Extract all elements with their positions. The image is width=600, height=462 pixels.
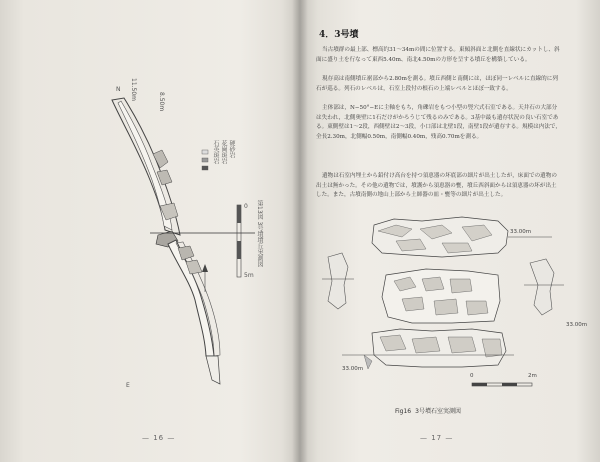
elevation-label-bottom: 33.00m	[342, 366, 364, 372]
plan-scale-end: 2m	[528, 373, 537, 379]
chamber-elevation-bottom	[342, 329, 514, 369]
body-paragraph: 遺物は石室内埋土から鉛付け高台を持つ須恵器の坏底部の細片が出土したが，床面での遺物の出土は無かった。その他の遺物では，墳護から須恵器の甕，墳丘西斜面からは須恵器の坏が出土した。また，古墳南側の地山上部から土師器の皿・甕等の細片が出土した。	[316, 173, 557, 199]
figure-caption-title: 3号墳石室実測図	[415, 408, 461, 415]
stone-cluster-upper-1	[153, 150, 168, 168]
figure-vertical-note: 第13図 3号墳墳丘実測図	[256, 200, 263, 268]
elevation-label-right: 33.00m	[566, 322, 588, 328]
stone-chamber-drawing	[302, 205, 600, 405]
north-label: N	[116, 86, 121, 93]
dimension-label: 8.50m	[158, 92, 165, 112]
body-paragraph: 主体部は，N−50°−Eに主軸をもち，角礫岩をもつ小型の竪穴式石室である。天井石の大部分は失われ，北側奥壁に1石だけがかろうじて残るのみである。3基中最も遺存状況の良い石室である。東側壁は1～2段，西側壁は2～3段，小口部は北壁1段，南壁1段が遺存する。規模は内法で，全長2.30m，北側幅0.50m，南側幅0.40m，残高0.70mを測る。	[316, 105, 561, 140]
chamber-side-profile-right	[524, 259, 564, 315]
scale-label-end: 5m	[244, 272, 254, 279]
body-paragraph: 現存高は南側墳丘裾部から2.80mを測る。墳丘西側と南側には，ほぼ同一レベルに直線的に列石が巡る。列石のレベルは，石室上段付の根石の上端レベルとほぼ一致する。	[316, 76, 558, 92]
chamber-elevation-top	[372, 217, 552, 257]
section-heading: 4．3号墳	[319, 30, 359, 40]
bottom-direction-label: E	[126, 382, 130, 389]
mound-tail	[206, 356, 220, 384]
chamber-side-profile-left	[322, 253, 354, 309]
legend-item: 石英斑岩	[212, 140, 219, 164]
distance-label: 11.50m	[130, 78, 137, 102]
mound-survey-map	[0, 0, 298, 462]
left-page	[0, 0, 298, 462]
legend-item: 硬砂岩	[228, 140, 235, 158]
elevation-label-top: 33.00m	[510, 229, 532, 235]
page-number-right: — 17 —	[420, 434, 454, 442]
plan-scale-bar	[472, 383, 532, 386]
plan-scale-start: 0	[470, 373, 474, 379]
page-number-left: — 16 —	[142, 434, 176, 442]
scale-label-start: 0	[244, 203, 248, 210]
chamber-plan-middle	[382, 269, 500, 323]
legend-item: 花崗斑岩	[220, 140, 227, 164]
figure-caption	[395, 406, 461, 415]
figure-caption-id: Fig16	[395, 408, 412, 415]
stone-cluster-upper-2	[157, 170, 172, 185]
right-page	[302, 0, 600, 462]
body-paragraph: 当古墳群の最上部、標高約31～34mの間に位置する。東傾斜面と北側を直線状にカットし、斜面に盛り土を行なって東西5.40m、南北4.50mの方形を呈する墳丘を構築している。	[316, 47, 560, 63]
